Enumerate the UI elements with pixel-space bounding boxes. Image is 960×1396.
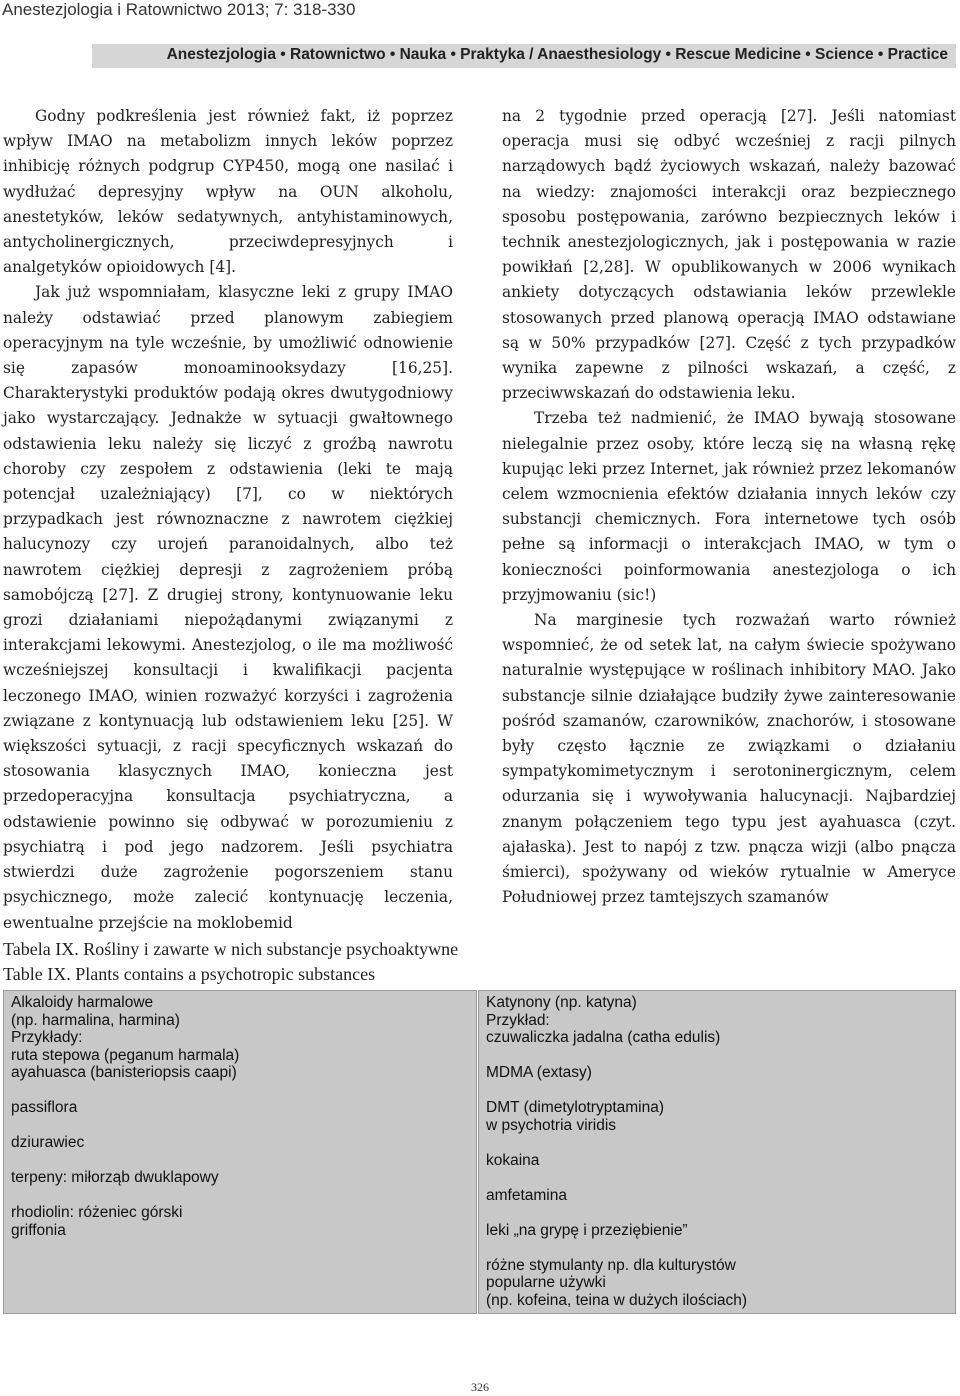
table-entry: ayahuasca (banisteriopsis caapi) xyxy=(11,1064,237,1081)
table-entry: różne stymulanty np. dla kulturystów xyxy=(486,1256,736,1274)
right-column xyxy=(502,104,956,911)
table-spacer xyxy=(11,1117,469,1135)
table-entry: MDMA (extasy) xyxy=(486,1064,592,1081)
table-entry: Alkaloidy harmalowe xyxy=(11,994,154,1011)
journal-reference: Anestezjologia i Ratownictwo 2013; 7: 318-330 xyxy=(2,0,356,19)
table-entry: passiflora xyxy=(11,1099,78,1116)
table-entry: rhodiolin: różeniec górski xyxy=(11,1204,183,1221)
running-header-bar xyxy=(92,44,956,68)
table-entry: (np. harmalina, harmina) xyxy=(11,1011,180,1029)
table-entry: popularne używki xyxy=(486,1274,606,1291)
table-spacer xyxy=(486,1082,948,1100)
table-entry: (np. kofeina, teina w dużych ilościach) xyxy=(486,1291,748,1309)
table-spacer xyxy=(486,1169,948,1187)
paragraph: Godny podkreślenia jest również fakt, iż poprzez wpływ IMAO na metabolizm innych leków poprzez inhibicję różnych podgrup CYP450, mogą one nasilać i wydłużać depresyjny wpływ na OUN alkoholu, anestetyków, leków sedatywnych, antyhistaminowych, antycholinergicznych, przeciwdepresyjnych i analgetyków opioidowych [4]. xyxy=(3,107,453,277)
table-entry: dziurawiec xyxy=(11,1134,85,1151)
table-spacer xyxy=(486,1134,948,1152)
table-entry: amfetamina xyxy=(486,1186,567,1204)
table-spacer xyxy=(11,1152,469,1170)
table-entry: w psychotria viridis xyxy=(486,1116,617,1134)
table-left-column xyxy=(3,990,477,1314)
table-spacer xyxy=(486,1047,948,1065)
paragraph: Jak już wspomniałam, klasyczne leki z grupy IMAO należy odstawiać przed planowym zabiegiem operacyjnym na tyle wcześnie, by umożliwić odnowienie się zapasów monoaminooksydazy [16,25]. Charakterystyki produktów podają okres dwutygodniowy jako wystarczający. Jednakże w sytuacji gwałtownego odstawienia leku należy się liczyć z groźbą nawrotu choroby czy zespołem z odstawienia (leki te mają potencjał uzależniający) [7], co w niektórych przypadkach jest równoznaczne z nawrotem ciężkiej halucynozy czy urojeń paranoidalnych, albo też nawrotem ciężkiej depresji z zagrożeniem próbą samobójczą [27]. Z drugiej strony, kontynuowanie leku grozi działaniami niepożądanymi związanymi z interakcjami lekowymi. Anestezjolog, o ile ma możliwość wcześniejszej konsultacji i kwalifikacji pacjenta leczonego IMAO, winien rozważyć korzyści i zagrożenia związane z kontynuacją lub odstawieniem leku [25]. W większości sytuacji, z racji specyficznych wskazań do stosowania klasycznych IMAO, konieczna jest przedoperacyjna konsultacja psychiatryczna, a odstawienie powinno się odbywać w porozumieniu z psychiatrą i pod jego nadzorem. Jeśli psychiatra stwierdzi duże zagrożenie pogorszeniem stanu psychicznego, może zalecić kontynuację leczenia, ewentualne przejście na moklobemid xyxy=(3,283,453,932)
table-spacer xyxy=(486,1204,948,1222)
page-number: 326 xyxy=(471,1380,489,1394)
table-entry: Przykłady: xyxy=(11,1029,83,1046)
table-right-column xyxy=(478,990,956,1314)
table-entry: czuwaliczka jadalna (catha edulis) xyxy=(486,1029,721,1046)
table-entry: Katynony (np. katyna) xyxy=(486,994,637,1011)
paragraph: Na marginesie tych rozważań warto również wspomnieć, że od setek lat, na całym świecie spożywano naturalnie występujące w roślinach inhibitory MAO. Jako substancje silnie działające budziły żywe zainteresowanie pośród szamanów, czarowników, znachorów, i stosowane były często łącznie ze związkami o działaniu sympatykomimetycznym i serotoninergicznym, celem odurzania się i wywoływania halucynacji. Najbardziej znanym połączeniem tego typu jest ayahuasca (czyt. ajałaska). Jest to napój z tzw. pnącza wizji (albo pnącza śmierci), spożywany od wieków rytualnie w Ameryce Południowej przez tamtejszych szamanów xyxy=(502,611,956,907)
table-entry: griffonia xyxy=(11,1221,66,1239)
table-caption-english: Table IX. Plants contains a psychotropic substances xyxy=(3,964,376,984)
table-entry: ruta stepowa (peganum harmala) xyxy=(11,1046,240,1064)
running-header-text: Anestezjologia • Ratownictwo • Nauka • Praktyka / Anaesthesiology • Rescue Medicine • Science • Practice xyxy=(166,46,948,63)
table-entry: leki „na grypę i przeziębienie” xyxy=(486,1221,688,1239)
table-entry: Przykład: xyxy=(486,1011,550,1029)
table-captions xyxy=(3,937,458,987)
table-spacer xyxy=(11,1082,469,1100)
table-entry: terpeny: miłorząb dwuklapowy xyxy=(11,1169,219,1186)
table-entry: DMT (dimetylotryptamina) xyxy=(486,1099,665,1116)
table-spacer xyxy=(11,1187,469,1205)
paragraph: na 2 tygodnie przed operacją [27]. Jeśli natomiast operacja musi się odbyć wcześniej z racji pilnych narządowych bądź życiowych wskazań, należy bazować na wiedzy: znajomości interakcji oraz bezpiecznego sposobu postępowania, zarówno bezpiecznych leków i technik anestezjologicznych, jak i postępowania w razie powikłań [2,28]. W opublikowanych w 2006 wynikach ankiety dotyczących odstawiania leków przewlekle stosowanych przed planową operacją IMAO odstawiane są w 50% przypadków [27]. Część z tych przypadków wynika zapewne z pilności wskazań, a część, z przeciwwskazań do odstawienia leku. xyxy=(502,107,956,403)
table-caption-polish: Tabela IX. Rośliny i zawarte w nich substancje psychoaktywne xyxy=(3,939,459,959)
table-spacer xyxy=(486,1239,948,1257)
table-entry: kokaina xyxy=(486,1151,540,1169)
left-column xyxy=(3,104,453,936)
paragraph: Trzeba też nadmienić, że IMAO bywają stosowane nielegalnie przez osoby, które leczą się na własną rękę kupując leki przez Internet, jak również przez lekomanów celem wzmocnienia efektów działania innych leków czy substancji chemicznych. Fora internetowe tych osób pełne są informacji o interakcjach IMAO, w tym o konieczności poinformowania anestezjologa o ich przyjmowaniu (sic!) xyxy=(502,409,956,604)
